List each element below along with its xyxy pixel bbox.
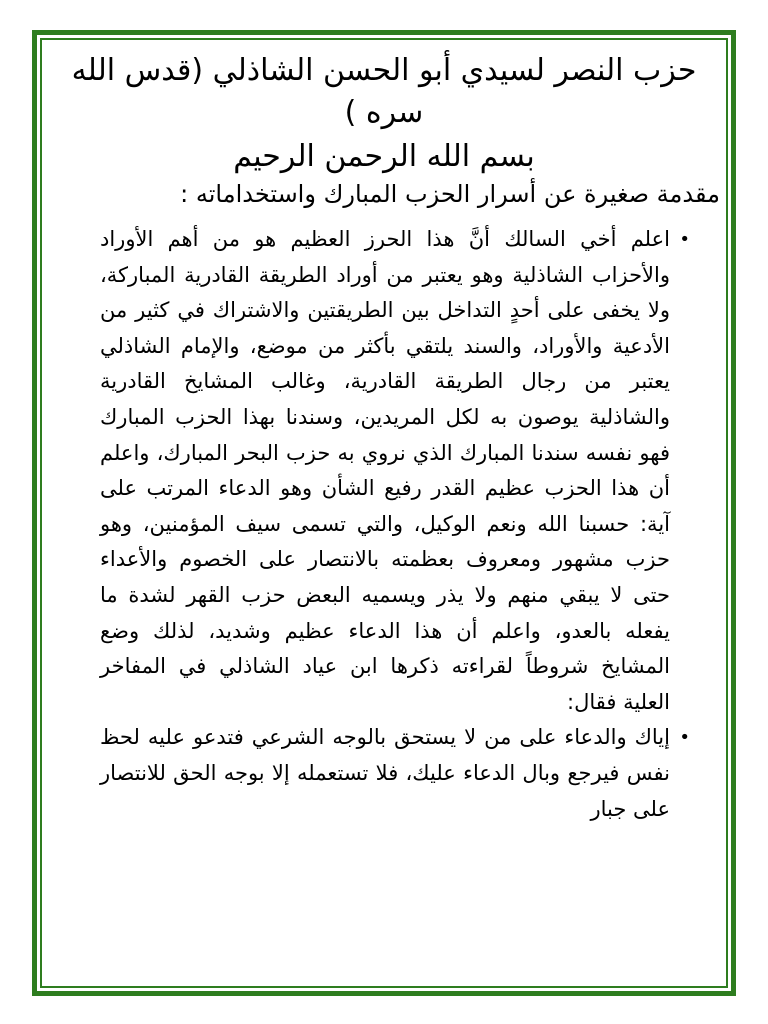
list-item <box>48 222 720 720</box>
document-title: حزب النصر لسيدي أبو الحسن الشاذلي (قدس الله سره ) <box>71 53 697 130</box>
list-item-text: إياك والدعاء على من لا يستحق بالوجه الشرعي فتدعو عليه لحظ نفس فيرجع وبال الدعاء عليك، فلا تستعمله إلا بوجه الحق للانتصار على جبار <box>100 725 670 821</box>
list-item-text: اعلم أخي السالك أنَّ هذا الحرز العظيم هو من أهم الأوراد والأحزاب الشاذلية وهو يعتبر من أوراد الطريقة القادرية المباركة، ولا يخفى على أحدٍ التداخل بين الطريقتين والاشتراك في كثير من الأدعية والأوراد، والسند يلتقي بأكثر من موضع، والإمام الشاذلي يعتبر من رجال الطريقة القادرية، وغالب المشايخ القادرية والشاذلية يوصون به لكل المريدين، وسندنا بهذا الحزب المبارك فهو نفسه سندنا المبارك الذي نروي به حزب البحر المبارك، واعلم أن هذا الحزب عظيم القدر رفيع الشأن وهو الدعاء المرتب على آية: حسبنا الله ونعم الوكيل، والتي تسمى سيف المؤمنين، وهو حزب مشهور ومعروف بعظمته بالانتصار على الخصوم والأعداء حتى لا يبقي منهم ولا يذر ويسميه البعض حزب القهر لشدة ما يفعله بالعدو، واعلم أن هذا الدعاء عظيم وشديد، لذلك وضع المشايخ شروطاً لقراءته ذكرها ابن عياد الشاذلي في المفاخر العلية فقال: <box>100 227 670 714</box>
document-content <box>48 50 720 827</box>
list-item <box>48 720 720 827</box>
bullet-icon: • <box>679 229 690 250</box>
intro-line: مقدمة صغيرة عن أسرار الحزب المبارك واستخداماته : <box>180 180 720 208</box>
bullet-icon: • <box>679 727 690 749</box>
basmala-heading: بسم الله الرحمن الرحيم <box>233 139 535 174</box>
page-inner-border <box>40 38 728 988</box>
points-list <box>48 222 720 827</box>
document-page <box>32 30 736 996</box>
